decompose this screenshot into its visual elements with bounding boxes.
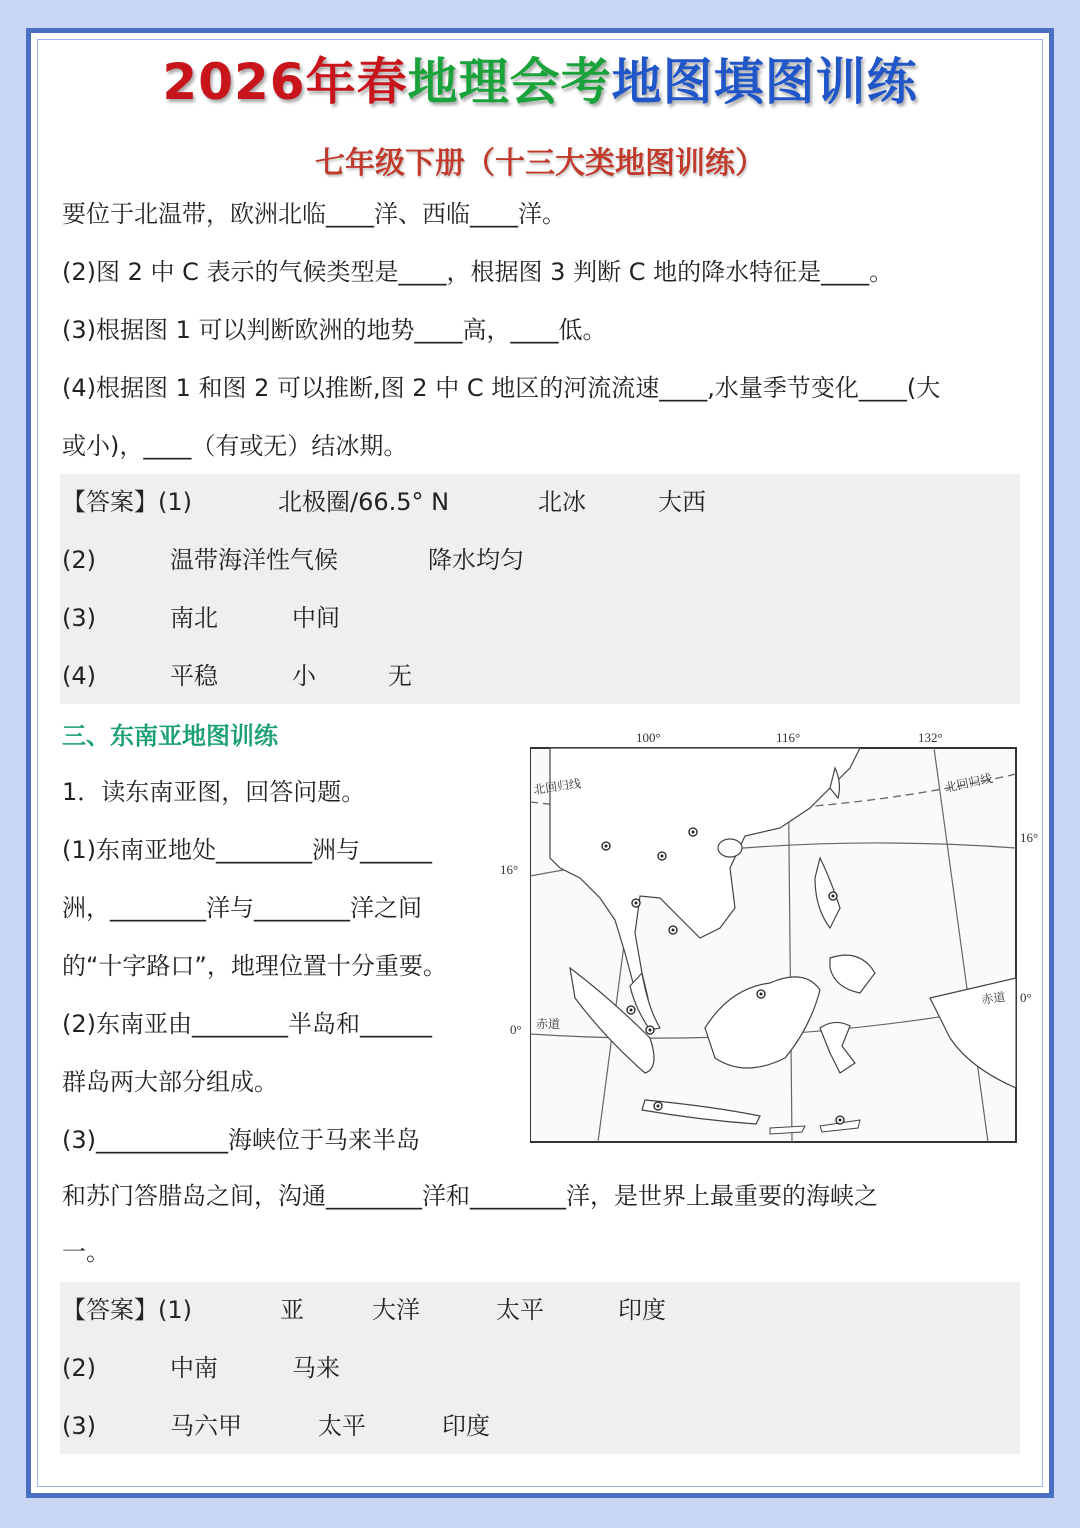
- answer-label: (3): [62, 1412, 96, 1440]
- question-line: 要位于北温带，欧洲北临____洋、西临____洋。: [62, 200, 566, 228]
- page-title: 2026年春地理会考地图填图训练: [162, 53, 918, 111]
- answer-value: 马六甲: [170, 1412, 242, 1440]
- answer-value: 温带海洋性气候: [170, 546, 338, 574]
- answer-value: 南北: [170, 604, 218, 632]
- equator-label: 赤道: [536, 1017, 561, 1031]
- lat-label: 0°: [510, 1022, 522, 1037]
- lat-label: 16°: [1020, 830, 1039, 845]
- question-line: 洲，________洋与________洋之间: [62, 894, 422, 922]
- answer-label: (3): [62, 604, 96, 632]
- answer-value: 无: [388, 662, 412, 690]
- answer-value: 太平: [496, 1296, 544, 1324]
- question-line: 一。: [62, 1238, 110, 1266]
- answer-value: 中南: [170, 1354, 218, 1382]
- question-line: 的“十字路口”，地理位置十分重要。: [62, 952, 447, 980]
- question-line: (2)东南亚由________半岛和______: [62, 1010, 432, 1038]
- answer-label: 【答案】(1): [62, 488, 192, 516]
- lat-label: 0°: [1020, 990, 1032, 1005]
- answer-value: 小: [292, 662, 316, 690]
- lon-label: 132°: [918, 730, 943, 745]
- question-line: 和苏门答腊岛之间，沟通________洋和________洋，是世界上最重要的海峡之: [62, 1182, 878, 1210]
- question-line: (2)图 2 中 C 表示的气候类型是____，根据图 3 判断 C 地的降水特征是____。: [62, 258, 894, 286]
- answer-label: (2): [62, 546, 96, 574]
- answer-value: 降水均匀: [428, 546, 524, 574]
- answer-value: 太平: [318, 1412, 366, 1440]
- question-line: 群岛两大部分组成。: [62, 1068, 278, 1096]
- question-line: (3)___________海峡位于马来半岛: [62, 1126, 420, 1154]
- answer-label: (2): [62, 1354, 96, 1382]
- answer-value: 亚: [280, 1296, 304, 1324]
- answer-box: [60, 1282, 1020, 1454]
- question-line: (3)根据图 1 可以判断欧洲的地势____高，____低。: [62, 316, 607, 344]
- lon-label: 116°: [776, 730, 801, 745]
- answer-value: 平稳: [170, 662, 218, 690]
- tropic-label: 北回归线: [532, 776, 582, 797]
- answer-value: 中间: [292, 604, 340, 632]
- section-title: 三、东南亚地图训练: [62, 722, 278, 750]
- page-subtitle: 七年级下册（十三大类地图训练）: [315, 146, 765, 181]
- answer-value: 大洋: [372, 1296, 420, 1324]
- answer-label: 【答案】(1): [62, 1296, 192, 1324]
- answer-box: [60, 474, 1020, 704]
- lat-label: 16°: [500, 862, 519, 877]
- answer-value: 北极圈/66.5° N: [278, 488, 450, 516]
- answer-value: 印度: [442, 1412, 490, 1440]
- equator-label: 赤道: [980, 989, 1007, 1007]
- lon-label: 100°: [636, 730, 661, 745]
- answer-value: 马来: [292, 1354, 340, 1382]
- answer-value: 大西: [658, 488, 706, 516]
- southeast-asia-map: [530, 728, 1020, 1148]
- answer-value: 北冰: [538, 488, 586, 516]
- tropic-label: 北回归线: [943, 771, 994, 795]
- question-line: (1)东南亚地处________洲与______: [62, 836, 432, 864]
- answer-value: 印度: [618, 1296, 666, 1324]
- question-line: 1．读东南亚图，回答问题。: [62, 778, 366, 806]
- answer-label: (4): [62, 662, 96, 690]
- question-line: 或小)，____（有或无）结冰期。: [62, 432, 408, 460]
- question-line: (4)根据图 1 和图 2 可以推断,图 2 中 C 地区的河流流速____,水量季节变化____(大: [62, 374, 941, 402]
